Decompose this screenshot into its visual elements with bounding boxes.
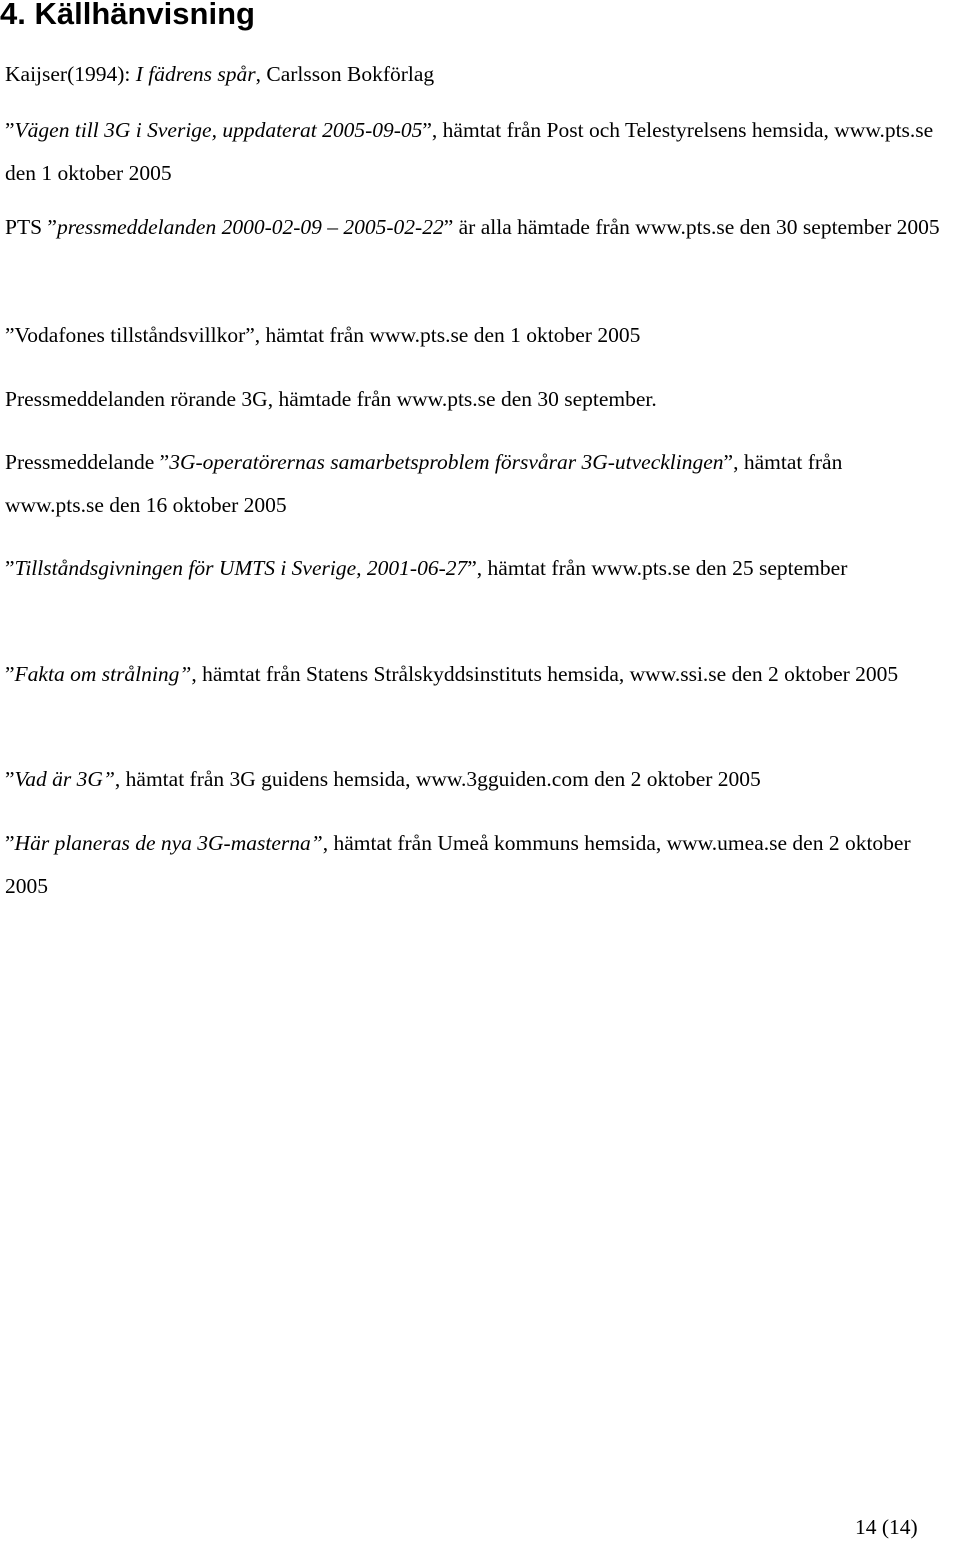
reference-open-quote: ”: [5, 767, 15, 791]
reference-details: , hämtat från 3G guidens hemsida, www.3gguiden.com den 2 oktober 2005: [114, 767, 761, 791]
reference-title: 3G-operatörernas samarbetsproblem försvårar 3G-utvecklingen: [169, 450, 724, 474]
reference-title: Vad är 3G”: [14, 767, 115, 791]
reference-prefix: PTS ”: [5, 215, 57, 239]
reference-author: Kaijser(1994):: [5, 62, 136, 86]
reference-item: [5, 378, 940, 421]
reference-title: pressmeddelanden 2000-02-09 – 2005-02-22: [56, 215, 444, 239]
section-heading: 4. Källhänvisning: [0, 0, 255, 31]
reference-title: I fädrens spår: [135, 62, 256, 86]
reference-title: Här planeras de nya 3G-masterna”: [14, 831, 323, 855]
reference-item: [5, 822, 940, 907]
reference-item: [5, 109, 940, 194]
reference-open-quote: ”: [5, 662, 15, 686]
reference-details: ”, hämtat från www.pts.se den 16 oktober 2005: [5, 450, 843, 517]
reference-details: , Carlsson Bokförlag: [255, 62, 435, 86]
reference-open-quote: ”: [5, 831, 15, 855]
reference-details: , hämtat från Umeå kommuns hemsida, www.umea.se den 2 oktober 2005: [5, 831, 911, 898]
reference-title: Vägen till 3G i Sverige, uppdaterat 2005-09-05: [14, 118, 423, 142]
reference-details: ”, hämtat från www.pts.se den 25 september: [467, 556, 848, 580]
reference-title: Tillståndsgivningen för UMTS i Sverige, 2001-06-27: [14, 556, 468, 580]
reference-details: , hämtat från Statens Strålskyddsinstituts hemsida, www.ssi.se den 2 oktober 2005: [191, 662, 899, 686]
reference-item: [5, 441, 940, 526]
reference-open-quote: ”: [5, 118, 15, 142]
reference-text: ”Vodafones tillståndsvillkor”, hämtat från www.pts.se den 1 oktober 2005: [5, 323, 641, 347]
reference-details: ”, hämtat från Post och Telestyrelsens hemsida, www.pts.se den 1 oktober 2005: [5, 118, 934, 185]
reference-item: [5, 206, 940, 249]
reference-title: Fakta om strålning”: [14, 662, 192, 686]
reference-prefix: Pressmeddelande ”: [5, 450, 170, 474]
reference-item: [5, 653, 940, 696]
reference-open-quote: ”: [5, 556, 15, 580]
reference-details: ” är alla hämtade från www.pts.se den 30 september 2005: [443, 215, 940, 239]
reference-item: [5, 547, 940, 590]
reference-item: [5, 758, 940, 801]
reference-text: Pressmeddelanden rörande 3G, hämtade från www.pts.se den 30 september.: [5, 387, 657, 411]
reference-item: [5, 53, 940, 96]
page-number: 14 (14): [855, 1515, 918, 1539]
reference-item: [5, 314, 940, 357]
